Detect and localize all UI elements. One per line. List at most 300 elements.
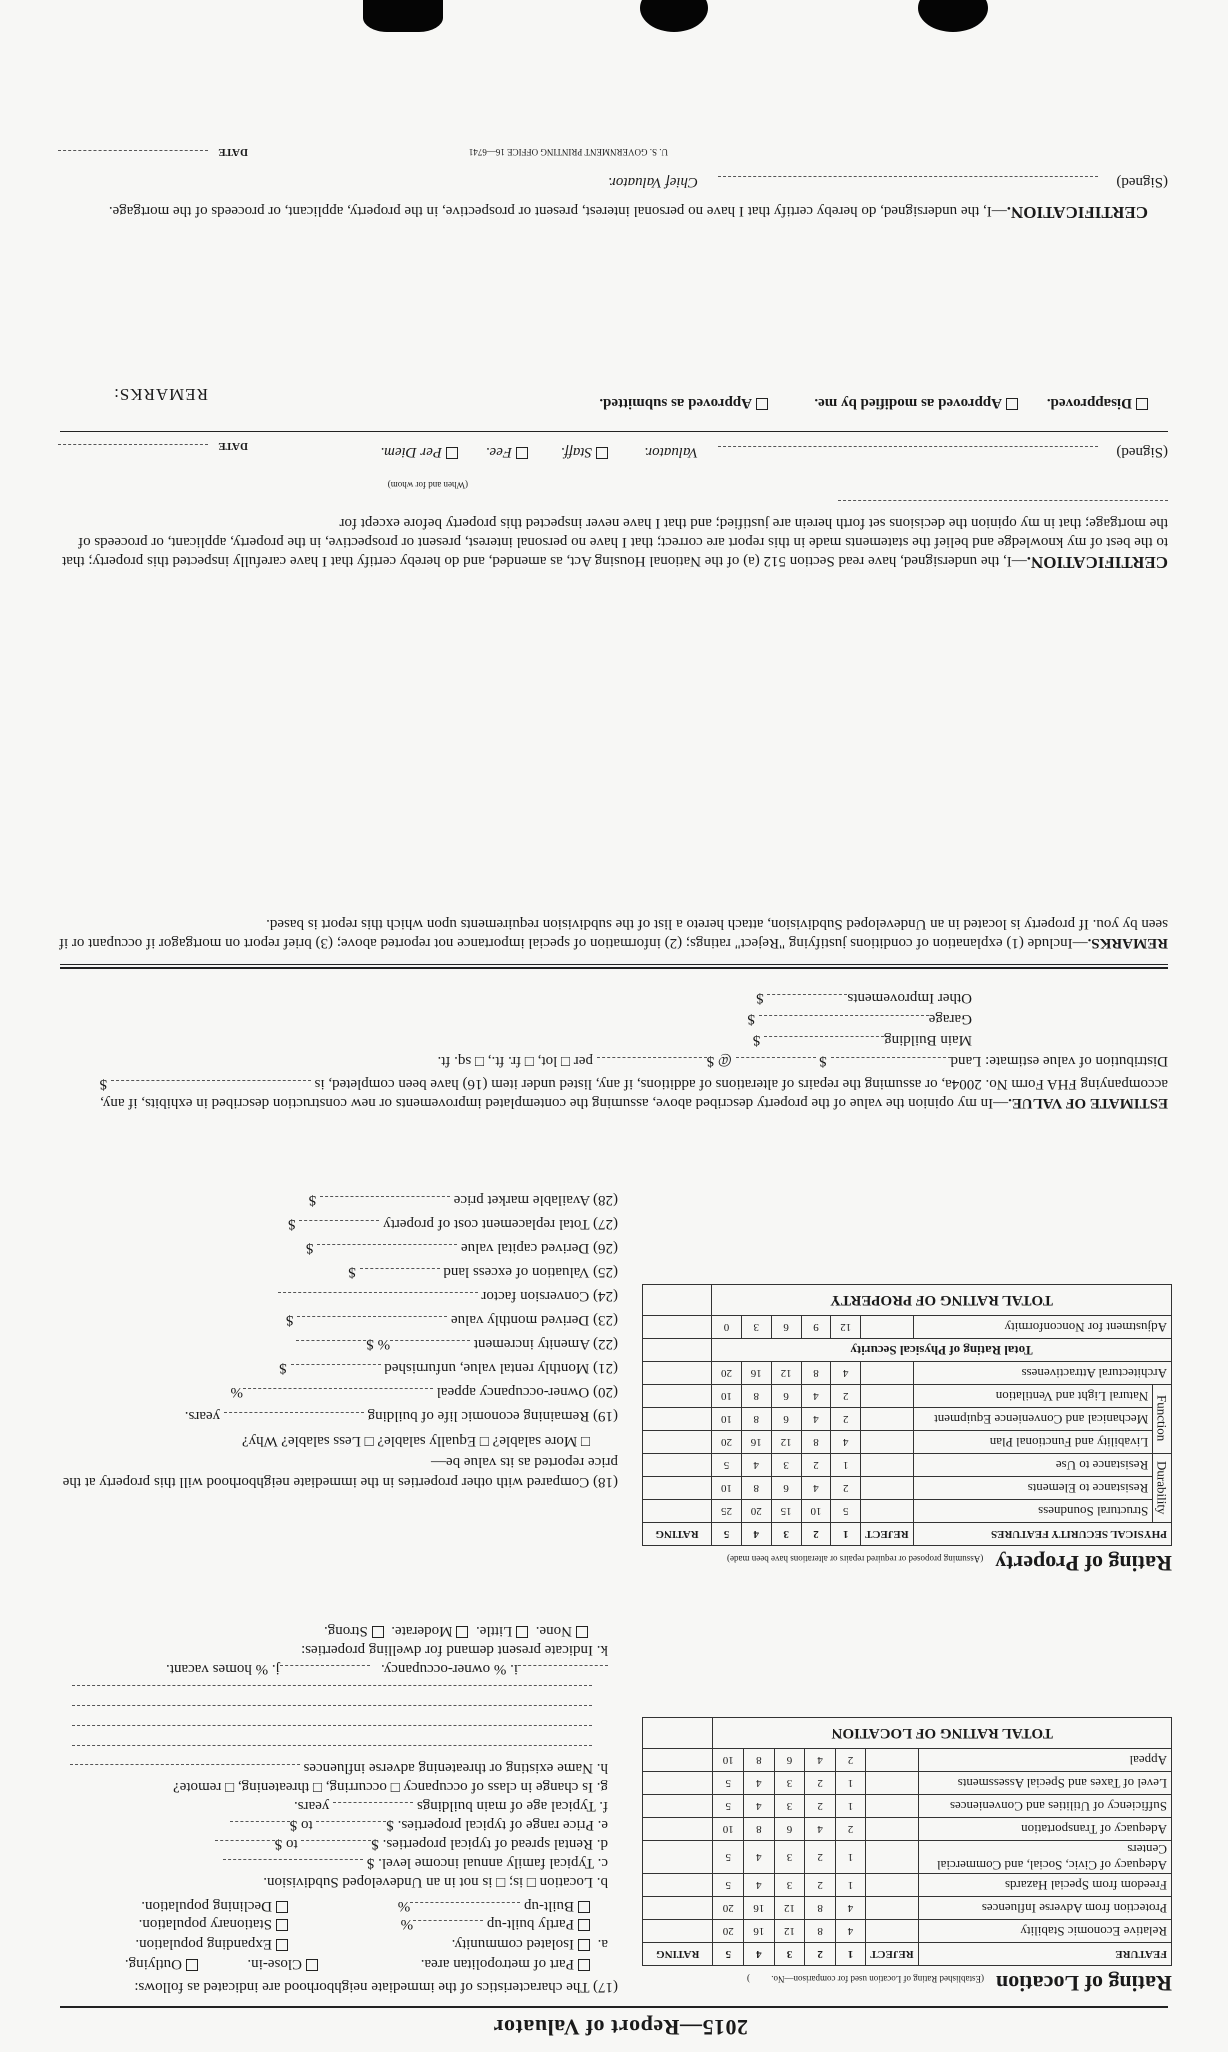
vacancy-field[interactable] <box>280 1665 370 1666</box>
rating-value: 10 <box>712 1408 742 1431</box>
rating-cell[interactable] <box>643 1874 713 1897</box>
income-field[interactable] <box>223 1859 363 1860</box>
unit-label: $ <box>285 1312 294 1328</box>
distribution-label: Distribution of value estimate: <box>985 1053 1168 1069</box>
rating-value: 4 <box>831 1431 861 1454</box>
rating-value: 25 <box>712 1500 742 1523</box>
unit-label: $ <box>305 1240 314 1256</box>
adjustment-cell[interactable] <box>643 1316 712 1339</box>
rating-cell[interactable] <box>643 1362 712 1385</box>
location-feature-label: Appeal <box>918 1749 1171 1772</box>
cert1-heading: CERTIFICATION. <box>1026 553 1168 572</box>
reject-cell[interactable] <box>861 1477 913 1500</box>
estimate-heading: ESTIMATE OF VALUE. <box>1008 1095 1168 1111</box>
rating-value: 2 <box>805 1874 835 1897</box>
rating-cell[interactable] <box>643 1385 712 1408</box>
adjustment-value: 3 <box>741 1316 771 1339</box>
item-19: (19) Remaining economic life of building <box>367 1408 618 1424</box>
property-col-header: 1 <box>831 1523 861 1546</box>
remarks-heading: REMARKS. <box>1087 935 1168 951</box>
economic-life-field[interactable] <box>224 1412 364 1413</box>
adjustment-value: 9 <box>801 1316 831 1339</box>
adverse-line[interactable] <box>72 1725 592 1726</box>
rating-cell[interactable] <box>643 1841 713 1874</box>
table-row <box>643 1500 1172 1523</box>
item-26: (26) Derived capital value <box>460 1240 618 1256</box>
rating-cell[interactable] <box>643 1795 713 1818</box>
remarks2-label: REMARKS: <box>113 385 208 404</box>
item-f: f. Typical age of main buildings <box>416 1798 608 1814</box>
rating-value: 4 <box>831 1362 861 1385</box>
rating-value: 6 <box>771 1385 801 1408</box>
item-25: (25) Valuation of excess land <box>443 1264 618 1280</box>
property-total-label: TOTAL RATING OF PROPERTY <box>712 1285 1172 1316</box>
role-option[interactable]: Fee. <box>486 442 528 461</box>
reject-cell[interactable] <box>866 1818 918 1841</box>
rating-cell[interactable] <box>643 1920 713 1943</box>
reject-cell[interactable] <box>861 1431 913 1454</box>
property-section <box>642 1284 1172 1576</box>
when-note: (When and for whom) <box>387 480 468 490</box>
item-c: c. Typical family annual income level. $ <box>366 1855 608 1871</box>
reject-cell[interactable] <box>861 1500 913 1523</box>
unit-label: % <box>230 1384 243 1400</box>
estimate-rule-thin <box>60 964 1168 965</box>
property-col-header: 4 <box>741 1523 771 1546</box>
unit-label: $ <box>279 1360 287 1376</box>
unit-label: $ <box>348 1264 356 1280</box>
property-feature-label: Mechanical and Convenience Equipment <box>913 1408 1153 1431</box>
valuation-section <box>58 1190 618 1492</box>
rating-cell[interactable] <box>643 1772 713 1795</box>
rating-value: 1 <box>835 1874 865 1897</box>
item-20: (20) Owner-occupancy appeal <box>436 1384 618 1400</box>
neighborhood-a-block <box>58 1895 618 1973</box>
demand-option[interactable]: Little. <box>476 1623 528 1639</box>
a-right-top-option[interactable]: Close-in. <box>247 1954 318 1973</box>
table-row <box>643 1841 1172 1874</box>
printer-imprint: U. S. GOVERNMENT PRINTING OFFICE 16—6741 <box>468 147 668 157</box>
reject-cell[interactable] <box>861 1385 913 1408</box>
cert1-rule <box>60 431 1168 432</box>
location-header-row <box>643 1943 1172 1966</box>
rating-value: 20 <box>712 1362 742 1385</box>
property-col-header: 5 <box>712 1523 742 1546</box>
adjustment-label: Adjustment for Nonconformity <box>913 1316 1171 1339</box>
rating-cell[interactable] <box>643 1897 713 1920</box>
location-feature-label: Relative Economic Stability <box>918 1920 1171 1943</box>
rating-value: 6 <box>771 1477 801 1500</box>
property-feature-label: Architectural Attractiveness <box>913 1362 1171 1385</box>
rating-value: 4 <box>744 1795 775 1818</box>
property-feature-label: Resistance to Elements <box>913 1477 1153 1500</box>
location-rating-header: RATING <box>643 1943 713 1966</box>
rating-value: 20 <box>741 1500 771 1523</box>
property-feature-header: PHYSICAL SECURITY FEATURES <box>913 1523 1171 1546</box>
a-mid-option[interactable]: Partly built-up % <box>401 1914 590 1933</box>
unit-label: $ <box>366 1336 374 1352</box>
main-building-label: Main Building <box>884 1032 972 1048</box>
rating-value: 6 <box>774 1818 805 1841</box>
inspected-for-field[interactable] <box>838 500 1168 501</box>
rating-value: 15 <box>771 1500 801 1523</box>
certification-2 <box>58 137 1168 222</box>
rating-value: 1 <box>835 1841 865 1874</box>
rating-value: 10 <box>713 1818 744 1841</box>
rental-value-field[interactable] <box>291 1364 381 1365</box>
rating-value: 5 <box>713 1772 744 1795</box>
unit-label: $ <box>308 1192 317 1208</box>
cert2-heading: CERTIFICATION. <box>1006 203 1148 222</box>
location-reject-header: REJECT <box>866 1943 918 1966</box>
adjustment-value: 12 <box>831 1316 861 1339</box>
adjustment-row <box>643 1316 1172 1339</box>
estimate-text: —In my opinion the value of the property described above, assuming the contemplated improvements or new construction described in exhibits, if any, accompanying FHA Form No. 2004a, or assuming the repairs of alterations of additions, if any, listed under item (16) have been completed, is <box>100 1076 1168 1111</box>
land-value-field[interactable] <box>831 1057 951 1058</box>
location-feature-label: Adequacy of Transportation <box>918 1818 1171 1841</box>
a-right-option[interactable]: Declining population. <box>141 1896 288 1915</box>
role-option[interactable]: Per Diem. <box>380 442 458 461</box>
durability-group-label: Durability <box>1153 1454 1172 1523</box>
cert1-date-field[interactable] <box>58 444 208 445</box>
demand-option[interactable]: Strong. <box>324 1623 384 1639</box>
location-col-header: 3 <box>774 1943 805 1966</box>
rating-cell[interactable] <box>643 1749 713 1772</box>
rating-cell[interactable] <box>643 1431 712 1454</box>
physical-total-row <box>643 1339 1172 1362</box>
garage-field[interactable] <box>759 1015 929 1016</box>
table-row <box>643 1431 1172 1454</box>
remarks-text: —Include (1) explanation of conditions justifying "Reject" ratings; (2) information of special importance not reported above; (3) brief report on mortgagor if occupant or if seen by you. If property is located in an Undeveloped Subdivision, attach hereto a list of the subdivision requirements upon which this report is based. <box>58 916 1168 951</box>
adverse-line[interactable] <box>72 1685 592 1686</box>
rating-cell[interactable] <box>643 1454 712 1477</box>
item-24: (24) Conversion factor <box>481 1288 618 1304</box>
rating-value: 2 <box>835 1818 865 1841</box>
adverse-influences-field[interactable] <box>70 1764 300 1765</box>
cert2-text: —I, the undersigned, do hereby certify that I have no personal interest, present or prospective, in the property, applicant, or proceeds of the mortgage. <box>108 203 1007 219</box>
item-28: (28) Available market price <box>453 1192 618 1208</box>
a-right-option[interactable]: Stationary population. <box>139 1914 288 1933</box>
neighborhood-section: (17) The characteristics of the immediate neighborhood are indicated as follows: a. Part of metropolitan area. Isolated community. Close-in. Outlying. Partly built-up % Built-up % Expanding population. Stationary population. Declining population. b. Location □ is; □ is not in an Undeveloped Subdivision. c. Typical family annual income level. $ d. Rental spread of typical properties. $ to $ e. Price range of typical properties. $ to $ f. Typical age of main buildings years. g. Is change in class of occupancy □ occurring, □ threatening, □ remote? h. Name existing or threatening adverse influences i. % owner-occupancy. j. % homes vacant. k. Indicate present demand for dwelling properties: None. Little. Moderate. Strong. <box>58 1621 618 1996</box>
remarks2-section <box>58 372 1168 412</box>
certification-1 <box>58 431 1168 572</box>
physical-total-label: Total Rating of Physical Security <box>712 1339 1172 1362</box>
property-feature-label: Natural Light and Ventilation <box>913 1385 1153 1408</box>
location-col-header: 1 <box>835 1943 865 1966</box>
a-left-option[interactable]: Isolated community. <box>452 1934 590 1953</box>
rating-value: 10 <box>801 1500 831 1523</box>
demand-option[interactable]: None. <box>536 1623 588 1639</box>
cert1-signature-field[interactable] <box>718 446 1098 447</box>
rating-value: 10 <box>713 1749 744 1772</box>
to-label: to $ <box>289 1817 313 1833</box>
a-right-top-option[interactable]: Outlying. <box>125 1954 198 1973</box>
age-field[interactable] <box>333 1802 413 1803</box>
option-approved-submitted[interactable]: Approved as submitted. <box>599 393 768 412</box>
years-label: years. <box>293 1798 330 1814</box>
rating-value: 10 <box>712 1477 742 1500</box>
remarks-instructions <box>58 914 1168 952</box>
property-feature-label: Resistance to Use <box>913 1454 1153 1477</box>
adjustment-value: 6 <box>771 1316 801 1339</box>
unit-label: $ <box>288 1216 296 1232</box>
rating-value: 20 <box>713 1920 744 1943</box>
chief-valuator-label: Chief Valuator. <box>607 174 698 190</box>
reject-cell[interactable] <box>861 1454 913 1477</box>
item-g: g. Is change in class of occupancy □ occurring, □ threatening, □ remote? <box>173 1779 608 1795</box>
rating-cell[interactable] <box>643 1818 713 1841</box>
location-col-header: 4 <box>744 1943 775 1966</box>
cert1-signed-label: (Signed) <box>1116 444 1168 460</box>
land-rate-field[interactable] <box>597 1057 707 1058</box>
rating-cell[interactable] <box>643 1408 712 1431</box>
adjustment-value: 0 <box>712 1316 742 1339</box>
table-row <box>643 1454 1172 1477</box>
other-improvements-field[interactable] <box>767 994 847 995</box>
option-approved-modified[interactable]: Approved as modified by me. <box>814 393 1018 412</box>
table-row <box>643 1795 1172 1818</box>
physical-total-cell[interactable] <box>643 1339 712 1362</box>
property-reject-header: REJECT <box>861 1523 913 1546</box>
property-col-header: 3 <box>771 1523 801 1546</box>
rating-value: 2 <box>835 1749 865 1772</box>
rating-value: 2 <box>805 1772 835 1795</box>
rating-value: 8 <box>801 1362 831 1385</box>
rating-value: 1 <box>835 1795 865 1818</box>
reject-cell[interactable] <box>866 1795 918 1818</box>
location-rating-table <box>642 1717 1172 1966</box>
top-rule <box>60 2006 1168 2008</box>
cert2-date-field[interactable] <box>58 150 208 151</box>
rating-value: 20 <box>713 1897 744 1920</box>
rating-value: 10 <box>712 1385 742 1408</box>
option-disapproved[interactable]: Disapproved. <box>1047 393 1148 412</box>
rating-value: 1 <box>835 1772 865 1795</box>
rating-value: 4 <box>805 1749 835 1772</box>
rating-value: 16 <box>741 1362 771 1385</box>
market-price-field[interactable] <box>320 1196 450 1197</box>
reject-cell[interactable] <box>861 1362 913 1385</box>
estimate-value-field[interactable] <box>111 1080 311 1081</box>
replacement-cost-field[interactable] <box>299 1220 379 1221</box>
rating-value: 16 <box>744 1897 775 1920</box>
function-group-label: Function <box>1153 1385 1172 1454</box>
rating-value: 4 <box>744 1772 775 1795</box>
location-title: Rating of Location <box>996 1971 1172 1996</box>
land-rate-base[interactable] <box>736 1057 816 1058</box>
to-label: to $ <box>274 1836 298 1852</box>
table-row <box>643 1920 1172 1943</box>
table-row <box>643 1477 1172 1500</box>
rating-value: 2 <box>805 1795 835 1818</box>
remarks2-area[interactable] <box>58 242 1168 362</box>
table-row <box>643 1408 1172 1431</box>
rating-value: 12 <box>771 1362 801 1385</box>
rating-cell[interactable] <box>643 1500 712 1523</box>
cert1-date-label: DATE <box>218 440 248 452</box>
amenity-amount-field[interactable] <box>296 1340 366 1341</box>
location-established-note: (Established Rating of Location used for comparison—No. <box>771 1974 984 1984</box>
price-to-field[interactable] <box>230 1821 290 1822</box>
location-feature-header: FEATURE <box>918 1943 1171 1966</box>
table-row <box>643 1818 1172 1841</box>
rating-value: 4 <box>801 1477 831 1500</box>
a-mid-option[interactable]: Built-up % <box>398 1896 590 1915</box>
rating-value: 2 <box>831 1477 861 1500</box>
property-rating-table <box>642 1284 1172 1546</box>
location-total-row <box>643 1718 1172 1749</box>
property-rating-header: RATING <box>643 1523 712 1546</box>
rating-value: 3 <box>774 1795 805 1818</box>
rating-value: 8 <box>805 1920 835 1943</box>
rating-value: 6 <box>774 1749 805 1772</box>
rating-value: 4 <box>744 1874 775 1897</box>
reject-cell[interactable] <box>866 1874 918 1897</box>
a-left-option[interactable]: Part of metropolitan area. <box>421 1954 590 1973</box>
rating-value: 6 <box>771 1408 801 1431</box>
item-k: k. Indicate present demand for dwelling properties: <box>301 1642 608 1658</box>
rating-value: 4 <box>741 1454 771 1477</box>
rating-value: 3 <box>774 1841 805 1874</box>
rating-value: 4 <box>835 1920 865 1943</box>
rating-value: 12 <box>771 1431 801 1454</box>
item-b: b. Location □ is; □ is not in an Undeveloped Subdivision. <box>263 1874 608 1890</box>
location-feature-label: Protection from Adverse Influences <box>918 1897 1171 1920</box>
item-h: h. Name existing or threatening adverse influences <box>303 1760 608 1776</box>
property-title: Rating of Property <box>995 1551 1172 1576</box>
valuator-label: Valuator. <box>644 444 698 460</box>
rating-value: 12 <box>774 1920 805 1943</box>
rating-value: 16 <box>741 1431 771 1454</box>
rating-value: 2 <box>831 1408 861 1431</box>
rating-value: 8 <box>741 1385 771 1408</box>
item-21: (21) Monthly rental value, unfurnished <box>384 1360 618 1376</box>
neighborhood-intro: (17) The characteristics of the immediate neighborhood are indicated as follows: <box>134 1979 618 1995</box>
table-row <box>643 1772 1172 1795</box>
location-feature-label: Adequacy of Civic, Social, and Commercial Centers <box>918 1841 1171 1874</box>
rating-value: 5 <box>713 1795 744 1818</box>
property-feature-label: Structural Soundness <box>913 1500 1153 1523</box>
item-18-options: □ More salable? □ Equally salable? □ Less salable? Why? <box>241 1433 590 1449</box>
rating-value: 5 <box>713 1874 744 1897</box>
punch-hole <box>640 0 708 32</box>
rating-value: 2 <box>831 1385 861 1408</box>
reject-cell[interactable] <box>861 1316 913 1339</box>
rating-value: 4 <box>801 1385 831 1408</box>
item-e: e. Price range of typical properties. <box>397 1817 608 1833</box>
table-row <box>643 1897 1172 1920</box>
unit-label: % <box>377 1336 391 1352</box>
rating-value: 4 <box>835 1897 865 1920</box>
rating-value: 8 <box>805 1897 835 1920</box>
adverse-line[interactable] <box>72 1705 592 1706</box>
cert2-signed-label: (Signed) <box>1116 174 1168 190</box>
rating-value: 8 <box>744 1818 775 1841</box>
rental-from-field[interactable] <box>301 1840 371 1841</box>
rating-value: 8 <box>741 1408 771 1431</box>
reject-cell[interactable] <box>861 1408 913 1431</box>
excess-land-field[interactable] <box>360 1268 440 1269</box>
punch-hole <box>918 0 988 32</box>
rating-value: 2 <box>801 1454 831 1477</box>
item-23: (23) Derived monthly value <box>450 1312 618 1328</box>
reject-cell[interactable] <box>866 1841 918 1874</box>
item-i: i. % owner-occupancy. <box>381 1661 518 1677</box>
rental-to-field[interactable] <box>215 1840 275 1841</box>
location-feature-label: Sufficiency of Utilities and Conveniences <box>918 1795 1171 1818</box>
rating-value: 16 <box>744 1920 775 1943</box>
property-total-row <box>643 1285 1172 1316</box>
property-total-cell[interactable] <box>643 1285 712 1316</box>
price-from-field[interactable] <box>316 1821 386 1822</box>
location-section: Rating of Location (Established Rating of Location used for comparison—No. ) FEATURE REJECT 1 2 3 4 5 RATING Relative Economic Stability 4 8 12 16 20 Protection from Adverse Influences 4 8 12 16 20 Freedom from Special Hazards 1 2 3 4 5 Adequacy of Civic, Social, and Commercial Centers 1 2 3 4 5 Adequacy of Transportation 2 4 6 8 10 Sufficiency of Utilities and Conveniences 1 2 3 4 5 Level of Taxes and Special Assessments 1 2 3 4 5 Appeal 2 4 6 8 10 TOTAL RATING OF LOCATION <box>642 1717 1172 1996</box>
rating-value: 8 <box>744 1749 775 1772</box>
unit-label: years. <box>184 1408 221 1424</box>
form-title: 2015—Report of Valuator <box>493 2015 748 2040</box>
owner-appeal-field[interactable] <box>243 1388 433 1389</box>
conversion-factor-field[interactable] <box>278 1292 478 1293</box>
item-27: (27) Total replacement cost of property <box>383 1216 618 1232</box>
cert1-text: —I, the undersigned, have read Section 512 (a) of the National Housing Act, as amended, and do hereby certify that I have carefully inspected this property; that to the best of my knowledge and belief the statements made in this report are correct; that I have no personal interest, present or prospective, in the property, applicant, or proceeds of the mortgage; that in my opinion the decisions set forth herein are justified; and that I have never inspected this property before except for <box>62 515 1168 569</box>
table-row <box>643 1874 1172 1897</box>
rating-value: 12 <box>774 1897 805 1920</box>
estimate-section: ESTIMATE OF VALUE.—In my opinion the value of the property described above, assuming the contemplated improvements or new construction described in exhibits, if any, accompanying FHA Form No. 2004a, or assuming the repairs of alterations of additions, if any, listed under item (16) have been completed, is $ Distribution of value estimate: Land $ @ $ per □ lot, □ fr. ft., □ sq. ft. Main Building $ Garage $ Other Improvements $ <box>99 990 1168 1111</box>
location-feature-label: Freedom from Special Hazards <box>918 1874 1171 1897</box>
cert2-signature-field[interactable] <box>718 176 1098 177</box>
at-label: @ $ <box>706 1053 732 1069</box>
punch-hole <box>363 0 443 32</box>
location-col-header: 5 <box>713 1943 744 1966</box>
rating-value: 4 <box>801 1408 831 1431</box>
other-improvements-label: Other Improvements <box>847 990 972 1006</box>
role-option[interactable]: Staff. <box>561 442 608 461</box>
rating-value: 20 <box>712 1431 742 1454</box>
a-right-option[interactable]: Expanding population. <box>135 1934 288 1953</box>
rating-value: 5 <box>831 1500 861 1523</box>
rating-value: 4 <box>805 1818 835 1841</box>
reject-cell[interactable] <box>866 1749 918 1772</box>
item-22: (22) Amenity increment <box>473 1336 618 1352</box>
garage-label: Garage <box>928 1011 972 1027</box>
main-building-field[interactable] <box>764 1036 884 1037</box>
rating-value: 8 <box>741 1477 771 1500</box>
location-total-cell[interactable] <box>643 1718 713 1749</box>
estimate-rule <box>60 967 1168 969</box>
demand-option[interactable]: Moderate. <box>391 1623 468 1639</box>
remarks-area[interactable] <box>58 592 1168 892</box>
rating-cell[interactable] <box>643 1477 712 1500</box>
amenity-percent-field[interactable] <box>390 1340 470 1341</box>
reject-cell[interactable] <box>866 1920 918 1943</box>
rating-value: 5 <box>712 1454 742 1477</box>
property-feature-label: Livability and Functional Plan <box>913 1431 1153 1454</box>
item-a-label: a. <box>597 1936 608 1952</box>
property-header-row <box>643 1523 1172 1546</box>
rating-value: 3 <box>774 1874 805 1897</box>
reject-cell[interactable] <box>866 1897 918 1920</box>
capital-value-field[interactable] <box>317 1244 457 1245</box>
derived-monthly-field[interactable] <box>297 1316 447 1317</box>
cert2-date-label: DATE <box>218 146 248 158</box>
rating-value: 2 <box>805 1841 835 1874</box>
owner-occupancy-field[interactable] <box>518 1665 608 1666</box>
rating-value: 3 <box>771 1454 801 1477</box>
reject-cell[interactable] <box>866 1772 918 1795</box>
table-row <box>643 1362 1172 1385</box>
property-note: (Assuming proposed or required repairs or alterations have been made) <box>727 1554 984 1564</box>
adverse-line[interactable] <box>72 1745 592 1746</box>
rating-value: 8 <box>801 1431 831 1454</box>
